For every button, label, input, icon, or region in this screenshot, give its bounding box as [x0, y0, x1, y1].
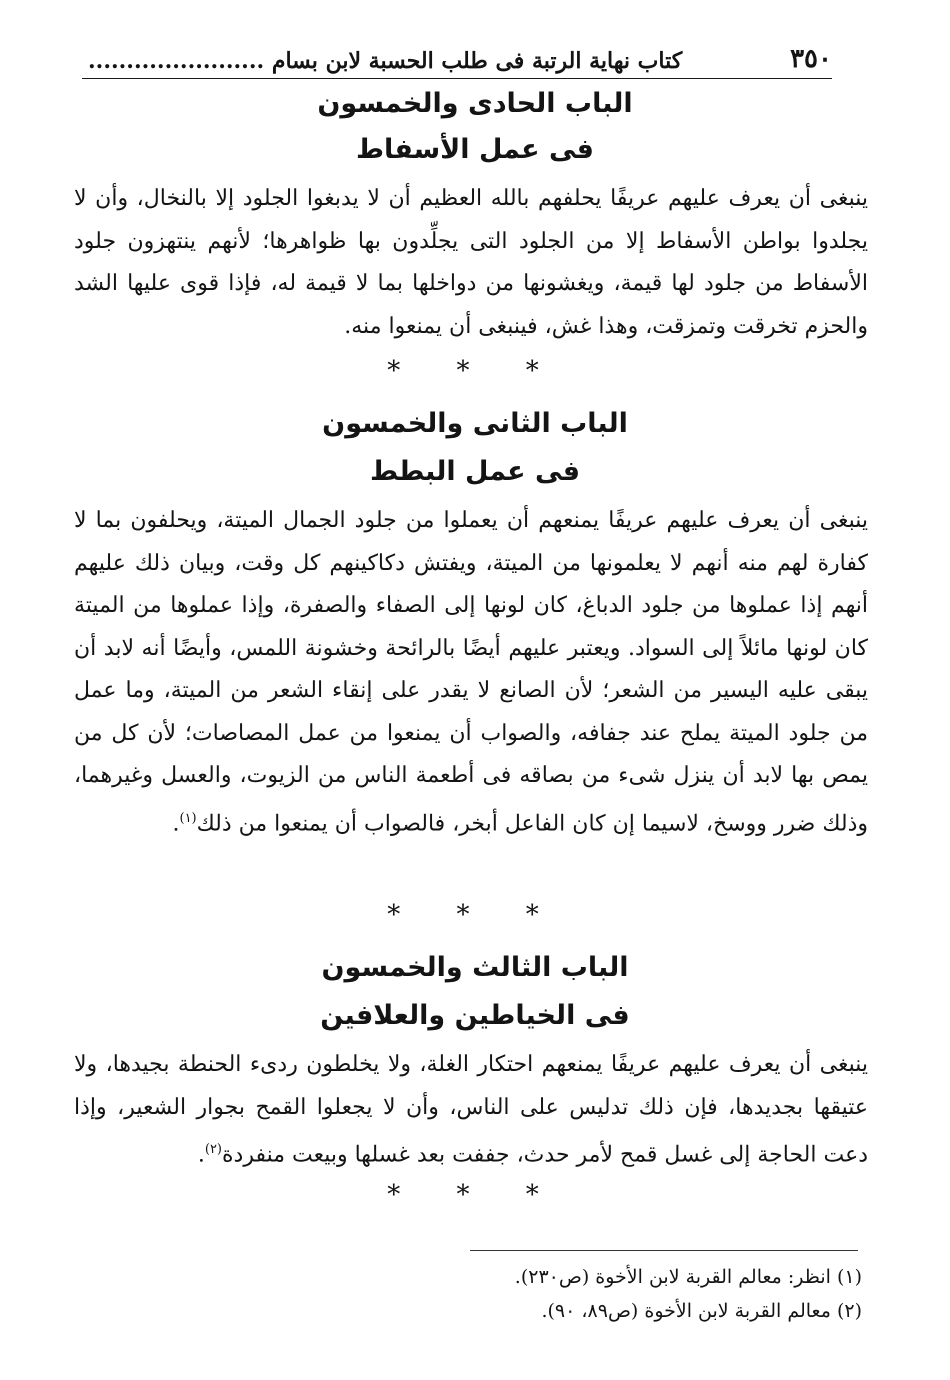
footnote-rule — [470, 1250, 858, 1251]
chapter-51-title: الباب الحادى والخمسون — [317, 88, 633, 119]
leader-dots: ....................... — [88, 48, 265, 74]
chapter-52-subtitle: فى عمل البطط — [369, 456, 581, 487]
section-separator-3: * * * — [387, 1180, 563, 1210]
chapter-53-body — [74, 1044, 868, 1177]
chapter-52-body — [74, 500, 868, 845]
chapter-52-title: الباب الثانى والخمسون — [322, 408, 628, 439]
running-title-text: كتاب نهاية الرتبة فى طلب الحسبة لابن بسام — [271, 48, 683, 74]
page-number: ٣٥٠ — [790, 44, 832, 74]
footnote-2: (٢) معالم القربة لابن الأخوة (ص٨٩، ٩٠). — [541, 1300, 862, 1322]
chapter-53-title: الباب الثالث والخمسون — [321, 952, 629, 983]
chapter-52-period: . — [172, 810, 180, 836]
chapter-52-text: ينبغى أن يعرف عليهم عريفًا يمنعهم أن يعملوا من جلود الجمال الميتة، ويحلفون بما لا كفارة لهم منه أنهم لا يعلمونها من الميتة، ويفتش دكاكينهم كل وقت، وبيان ذلك عليهم أنهم إذا عملوها من جلود الدباغ، كان لونها إلى الصفاء والصفرة، وإذا عملوها من الميتة كان لونها مائلاً إلى السواد. ويعتبر عليهم أيضًا بالرائحة وخشونة اللمس، وأيضًا أنه لابد أن يبقى عليه اليسير من الشعر؛ لأن الصانع لا يقدر على إنقاء الشعر من الميتة، وما عمل من جلود الميتة يملح عند جفافه، والصواب أن يمنعوا من عمل المصاصات؛ لأن كل من يمص بها لابد أن ينزل شىء من بصاقه فى أطعمة الناس من الزيوت، والعسل وغيرهما، وذلك ضرر ووسخ، لاسيما إن كان الفاعل أبخر، فالصواب أن يمنعوا من ذلك — [74, 508, 868, 836]
chapter-51-body: ينبغى أن يعرف عليهم عريفًا يحلفهم بالله العظيم أن لا يدبغوا الجلود إلا بالنخال، وأن لا يجلدوا بواطن الأسفاط إلا من الجلود التى يجلِّدون بها ظواهرها؛ لأنهم ينتهزون جلود الأسفاط من جلود لها قيمة، ويغشونها من دواخلها بما لا قيمة له، فإذا قوى عليها الشد والحزم تخرقت وتمزقت، وهذا غش، فينبغى أن يمنعوا منه. — [74, 186, 868, 339]
chapter-53-subtitle: فى الخياطين والعلافين — [320, 1000, 630, 1031]
section-separator-2: * * * — [387, 900, 563, 930]
footnote-1: (١) انظر: معالم القربة لابن الأخوة (ص٢٣٠). — [514, 1266, 862, 1288]
running-header — [82, 44, 832, 79]
chapter-53-text: ينبغى أن يعرف عليهم عريفًا يمنعهم احتكار الغلة، ولا يخلطون ردىء الحنطة بجيدها، ولا عتيقها بجديدها، فإن ذلك تدليس على الناس، وأن لا يجعلوا القمح بجوار الشعير، وإذا دعت الحاجة إلى غسل قمح لأمر حدث، جففت بعد غسلها وبيعت منفردة — [74, 1052, 868, 1168]
footnote-ref-1: (١) — [179, 810, 197, 826]
section-separator-1: * * * — [387, 356, 563, 386]
chapter-53-period: . — [197, 1142, 205, 1168]
chapter-51-subtitle: فى عمل الأسفاط — [356, 134, 594, 165]
footnote-ref-2: (٢) — [204, 1142, 222, 1157]
running-title — [82, 48, 752, 74]
